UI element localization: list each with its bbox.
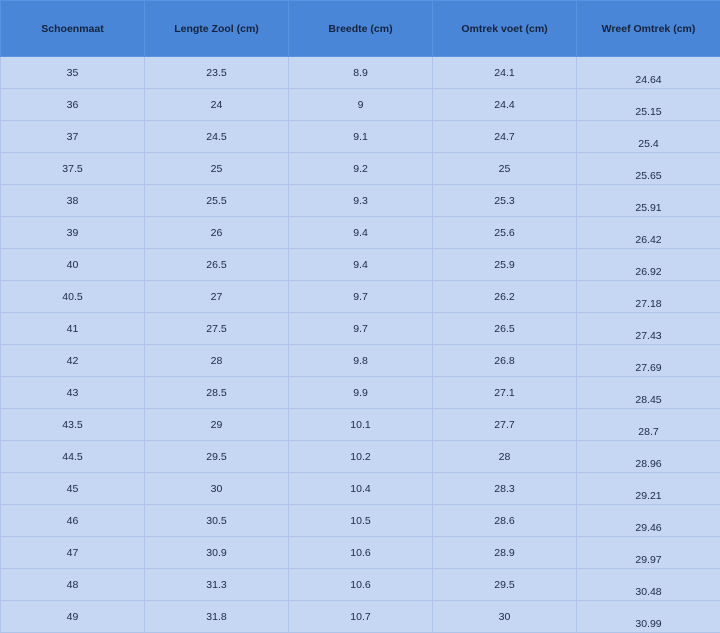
table-cell: 28 xyxy=(433,441,577,473)
table-cell: 9.7 xyxy=(289,281,433,313)
table-cell: 28.6 xyxy=(433,505,577,537)
table-cell: 27.7 xyxy=(433,409,577,441)
table-cell: 49 xyxy=(1,601,145,633)
table-cell: 25.5 xyxy=(145,185,289,217)
table-row xyxy=(1,473,720,505)
table-cell: 30 xyxy=(433,601,577,633)
table-cell: 26.2 xyxy=(433,281,577,313)
table-cell: 27.1 xyxy=(433,377,577,409)
table-row xyxy=(1,313,720,345)
table-cell: 43 xyxy=(1,377,145,409)
table-cell: 27.18 xyxy=(577,281,720,313)
table-cell: 10.1 xyxy=(289,409,433,441)
table-cell: 47 xyxy=(1,537,145,569)
table-cell: 28.9 xyxy=(433,537,577,569)
table-cell: 9.9 xyxy=(289,377,433,409)
table-cell: 41 xyxy=(1,313,145,345)
column-header-omtrek-voet: Omtrek voet (cm) xyxy=(433,1,577,57)
table-cell: 23.5 xyxy=(145,57,289,89)
table-cell: 24.7 xyxy=(433,121,577,153)
table-cell: 29.46 xyxy=(577,505,720,537)
table-cell: 26.5 xyxy=(433,313,577,345)
table-cell: 27.5 xyxy=(145,313,289,345)
table-cell: 25.9 xyxy=(433,249,577,281)
table-cell: 9.2 xyxy=(289,153,433,185)
table-cell: 8.9 xyxy=(289,57,433,89)
table-cell: 30 xyxy=(145,473,289,505)
table-cell: 40 xyxy=(1,249,145,281)
table-cell: 30.99 xyxy=(577,601,720,633)
table-row xyxy=(1,505,720,537)
table-cell: 25.6 xyxy=(433,217,577,249)
table-header-row xyxy=(1,1,720,57)
table-cell: 24.1 xyxy=(433,57,577,89)
table-row xyxy=(1,537,720,569)
table-cell: 31.3 xyxy=(145,569,289,601)
table-cell: 9.4 xyxy=(289,217,433,249)
table-row xyxy=(1,249,720,281)
table-cell: 29.5 xyxy=(145,441,289,473)
table-row xyxy=(1,153,720,185)
table-cell: 9.8 xyxy=(289,345,433,377)
table-cell: 25.4 xyxy=(577,121,720,153)
table-cell: 36 xyxy=(1,89,145,121)
table-cell: 42 xyxy=(1,345,145,377)
table-cell: 24 xyxy=(145,89,289,121)
table-cell: 25.91 xyxy=(577,185,720,217)
table-row xyxy=(1,409,720,441)
table-row xyxy=(1,57,720,89)
table-cell: 24.5 xyxy=(145,121,289,153)
table-cell: 30.5 xyxy=(145,505,289,537)
table-cell: 31.8 xyxy=(145,601,289,633)
table-row xyxy=(1,185,720,217)
table-cell: 26.5 xyxy=(145,249,289,281)
table-cell: 27.69 xyxy=(577,345,720,377)
table-cell: 25 xyxy=(433,153,577,185)
table-cell: 25.65 xyxy=(577,153,720,185)
table-cell: 9.4 xyxy=(289,249,433,281)
table-row xyxy=(1,441,720,473)
table-cell: 28.45 xyxy=(577,377,720,409)
table-cell: 10.2 xyxy=(289,441,433,473)
table-cell: 28.3 xyxy=(433,473,577,505)
table-cell: 9.7 xyxy=(289,313,433,345)
table-cell: 30.48 xyxy=(577,569,720,601)
table-cell: 44.5 xyxy=(1,441,145,473)
table-cell: 38 xyxy=(1,185,145,217)
table-cell: 26.42 xyxy=(577,217,720,249)
table-cell: 9.3 xyxy=(289,185,433,217)
table-cell: 29.97 xyxy=(577,537,720,569)
table-cell: 45 xyxy=(1,473,145,505)
table-row xyxy=(1,601,720,633)
table-cell: 25 xyxy=(145,153,289,185)
column-header-schoenmaat: Schoenmaat xyxy=(1,1,145,57)
column-header-breedte: Breedte (cm) xyxy=(289,1,433,57)
table-cell: 29 xyxy=(145,409,289,441)
column-header-wreef-omtrek: Wreef Omtrek (cm) xyxy=(577,1,720,57)
table-cell: 9 xyxy=(289,89,433,121)
table-cell: 37 xyxy=(1,121,145,153)
table-row xyxy=(1,377,720,409)
column-header-lengte-zool: Lengte Zool (cm) xyxy=(145,1,289,57)
table-cell: 28.5 xyxy=(145,377,289,409)
table-cell: 48 xyxy=(1,569,145,601)
table-cell: 29.5 xyxy=(433,569,577,601)
table-cell: 28.96 xyxy=(577,441,720,473)
table-cell: 26.92 xyxy=(577,249,720,281)
table-cell: 24.64 xyxy=(577,57,720,89)
table-cell: 10.6 xyxy=(289,537,433,569)
table-cell: 9.1 xyxy=(289,121,433,153)
table-header xyxy=(1,1,720,57)
table-cell: 10.4 xyxy=(289,473,433,505)
table-cell: 25.3 xyxy=(433,185,577,217)
table-cell: 37.5 xyxy=(1,153,145,185)
table-cell: 26.8 xyxy=(433,345,577,377)
table-cell: 10.7 xyxy=(289,601,433,633)
table-cell: 24.4 xyxy=(433,89,577,121)
table-cell: 10.6 xyxy=(289,569,433,601)
table-row xyxy=(1,89,720,121)
table-cell: 27 xyxy=(145,281,289,313)
table-cell: 40.5 xyxy=(1,281,145,313)
table-cell: 27.43 xyxy=(577,313,720,345)
table-cell: 29.21 xyxy=(577,473,720,505)
table-row xyxy=(1,281,720,313)
table-row xyxy=(1,121,720,153)
table-cell: 28 xyxy=(145,345,289,377)
table-cell: 43.5 xyxy=(1,409,145,441)
table-row xyxy=(1,345,720,377)
table-cell: 25.15 xyxy=(577,89,720,121)
table-row xyxy=(1,217,720,249)
table-cell: 30.9 xyxy=(145,537,289,569)
table-cell: 46 xyxy=(1,505,145,537)
table-cell: 39 xyxy=(1,217,145,249)
table-cell: 28.7 xyxy=(577,409,720,441)
table-cell: 35 xyxy=(1,57,145,89)
table-cell: 10.5 xyxy=(289,505,433,537)
table-cell: 26 xyxy=(145,217,289,249)
table-body xyxy=(1,57,720,633)
table-row xyxy=(1,569,720,601)
